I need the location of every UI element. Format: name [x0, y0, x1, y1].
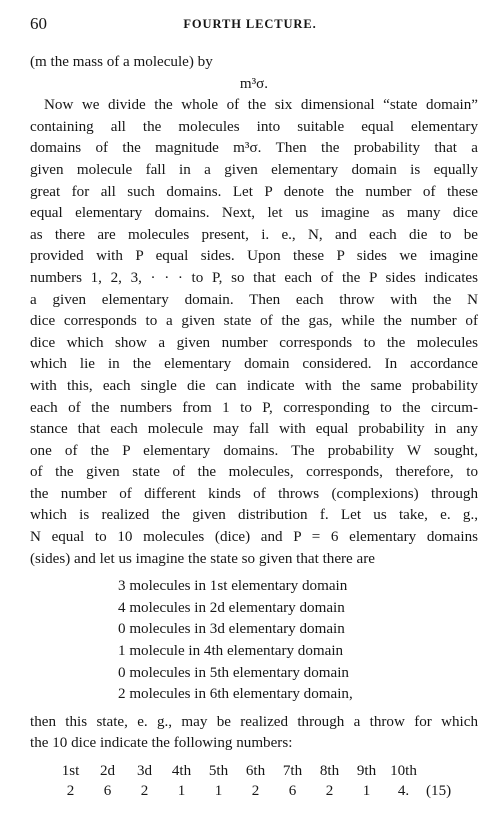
text-line: equal elementary domains. Next, let us imagine as many dice: [30, 205, 478, 222]
table-cell: 6: [103, 782, 112, 799]
list-item: 3 molecules in 1st elementary domain: [118, 578, 348, 595]
list-item: 0 molecules in 5th elementary domain: [118, 664, 349, 681]
text-line: (sides) and let us imagine the state so given that there are: [30, 550, 375, 567]
text-line: which lie in the elementary domain considered. In accordance: [30, 356, 478, 373]
table-header-cell: 3d: [136, 762, 153, 779]
text-line: as there are molecules present, i. e., N, and each die to be: [30, 226, 478, 243]
text-line: numbers 1, 2, 3, · · · to P, so that each of the P sides indicates: [30, 269, 478, 286]
list-item: 1 molecule in 4th elementary domain: [118, 643, 344, 660]
page-header: [30, 14, 470, 36]
text-line: N equal to 10 molecules (dice) and P = 6 elementary domains: [30, 529, 478, 546]
table-empty-cell: [422, 761, 466, 781]
table-header-cell: 6th: [245, 762, 266, 779]
running-head: FOURTH LECTURE.: [183, 17, 317, 31]
table-cell: 2: [251, 782, 260, 799]
text-line: dice which show a given number corresponds to the molecules: [30, 334, 478, 351]
table-cell: 2: [66, 782, 75, 799]
table-cell: 1: [177, 782, 186, 799]
text-line: a given elementary domain. Then each throw with the N: [30, 291, 478, 308]
table-header-cell: 4th: [171, 762, 192, 779]
text-line: given molecule fall in a given elementary domain is equally: [30, 161, 478, 178]
text-line: domains of the magnitude m³σ. Then the probability that a: [30, 140, 478, 157]
text-line: the number of different kinds of throws (complexions) through: [30, 485, 478, 502]
table-header-cell: 1st: [61, 762, 80, 779]
text-line: Now we divide the whole of the six dimensional “state domain”: [44, 97, 478, 114]
text-line: stance that each molecule may fall with equal probability in any: [30, 421, 478, 438]
text-line: provided with P equal sides. Upon these P sides we imagine: [30, 248, 478, 265]
text-line: the 10 dice indicate the following numbers:: [30, 735, 293, 752]
list-item: 4 molecules in 2d elementary domain: [118, 599, 345, 616]
formula-line: m³σ.: [239, 75, 269, 92]
table-header-cell: 9th: [356, 762, 377, 779]
table-header-cell: 7th: [282, 762, 303, 779]
table-header-cell: 2d: [99, 762, 116, 779]
table-cell: 1: [214, 782, 223, 799]
state-list: [30, 576, 478, 706]
table-header-cell: 8th: [319, 762, 340, 779]
table-row: [52, 781, 466, 801]
text-line: one of the P elementary domains. The probability W sought,: [30, 442, 478, 459]
text-line: containing all the molecules into suitable equal elementary: [30, 118, 478, 135]
list-item: 2 molecules in 6th elementary domain,: [118, 686, 353, 703]
table-header-row: [52, 761, 466, 781]
list-item: 0 molecules in 3d elementary domain: [118, 621, 345, 638]
text-line: then this state, e. g., may be realized through a throw for which: [30, 713, 478, 730]
text-line: of the given state of the molecules, corresponds, therefore, to: [30, 464, 478, 481]
text-line: great for all such domains. Let P denote the number of these: [30, 183, 478, 200]
text-line: each of the numbers from 1 to P, corresponding to the circum-: [30, 399, 478, 416]
table-header-cell: 10th: [390, 762, 417, 779]
equation-number: (15): [426, 782, 452, 799]
page-number: 60: [30, 14, 47, 33]
table-cell: 2: [325, 782, 334, 799]
page-body: [30, 52, 478, 801]
table-cell: 4.: [397, 782, 410, 799]
text-line: with this, each single die can indicate with the same probability: [30, 377, 478, 394]
table-header-cell: 5th: [208, 762, 229, 779]
table-cell: 2: [140, 782, 149, 799]
table-cell: 1: [362, 782, 371, 799]
text-line: (m the mass of a molecule) by: [30, 54, 213, 70]
table-cell: 6: [288, 782, 297, 799]
text-line: which is realized the given distribution f. Let us take, e. g.,: [30, 507, 478, 524]
text-line: dice corresponds to a given state of the gas, while the number of: [30, 313, 478, 330]
dice-throw-table: [52, 761, 466, 801]
